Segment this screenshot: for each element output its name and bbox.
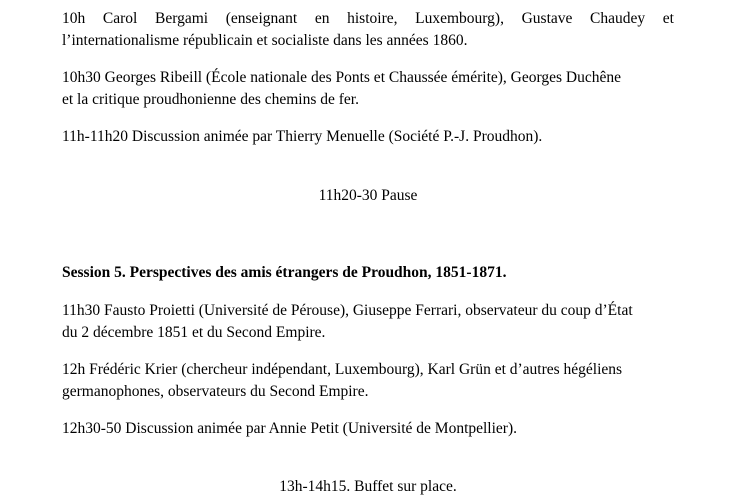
text-line: 10h Carol Bergami (enseignant en histoire, Luxembourg), Gustave Chaudey et bbox=[62, 10, 674, 27]
text-line: 11h-11h20 Discussion animée par Thierry Menuelle (Société P.-J. Proudhon). bbox=[62, 128, 543, 145]
session-heading bbox=[62, 262, 674, 284]
text-line: 12h30-50 Discussion animée par Annie Petit (Université de Montpellier). bbox=[62, 420, 518, 437]
text-line: l’internationalisme républicain et socialiste dans les années 1860. bbox=[62, 32, 468, 49]
session-title: Session 5. Perspectives des amis étrangers de Proudhon, 1851-1871. bbox=[62, 264, 507, 281]
program-item-krier bbox=[62, 359, 674, 403]
program-item-discussion-menuelle bbox=[62, 126, 674, 148]
text-line: du 2 décembre 1851 et du Second Empire. bbox=[62, 324, 326, 341]
program-item-bergami bbox=[62, 8, 674, 52]
text-line: et la critique proudhonienne des chemins de fer. bbox=[62, 91, 359, 108]
text-line: 12h Frédéric Krier (chercheur indépendant, Luxembourg), Karl Grün et d’autres hégéliens bbox=[62, 361, 623, 378]
buffet-label: 13h-14h15. Buffet sur place. bbox=[279, 478, 457, 495]
text-line: 10h30 Georges Ribeill (École nationale des Ponts et Chaussée émérite), Georges Duchêne bbox=[62, 69, 621, 86]
program-item-discussion-petit bbox=[62, 418, 674, 440]
pause-label: 11h20-30 Pause bbox=[318, 187, 418, 204]
program-item-ribeill bbox=[62, 67, 674, 111]
text-line: germanophones, observateurs du Second Empire. bbox=[62, 383, 369, 400]
program-item-proietti bbox=[62, 300, 674, 344]
text-line: 11h30 Fausto Proietti (Université de Pérouse), Giuseppe Ferrari, observateur du coup d’État bbox=[62, 302, 633, 319]
